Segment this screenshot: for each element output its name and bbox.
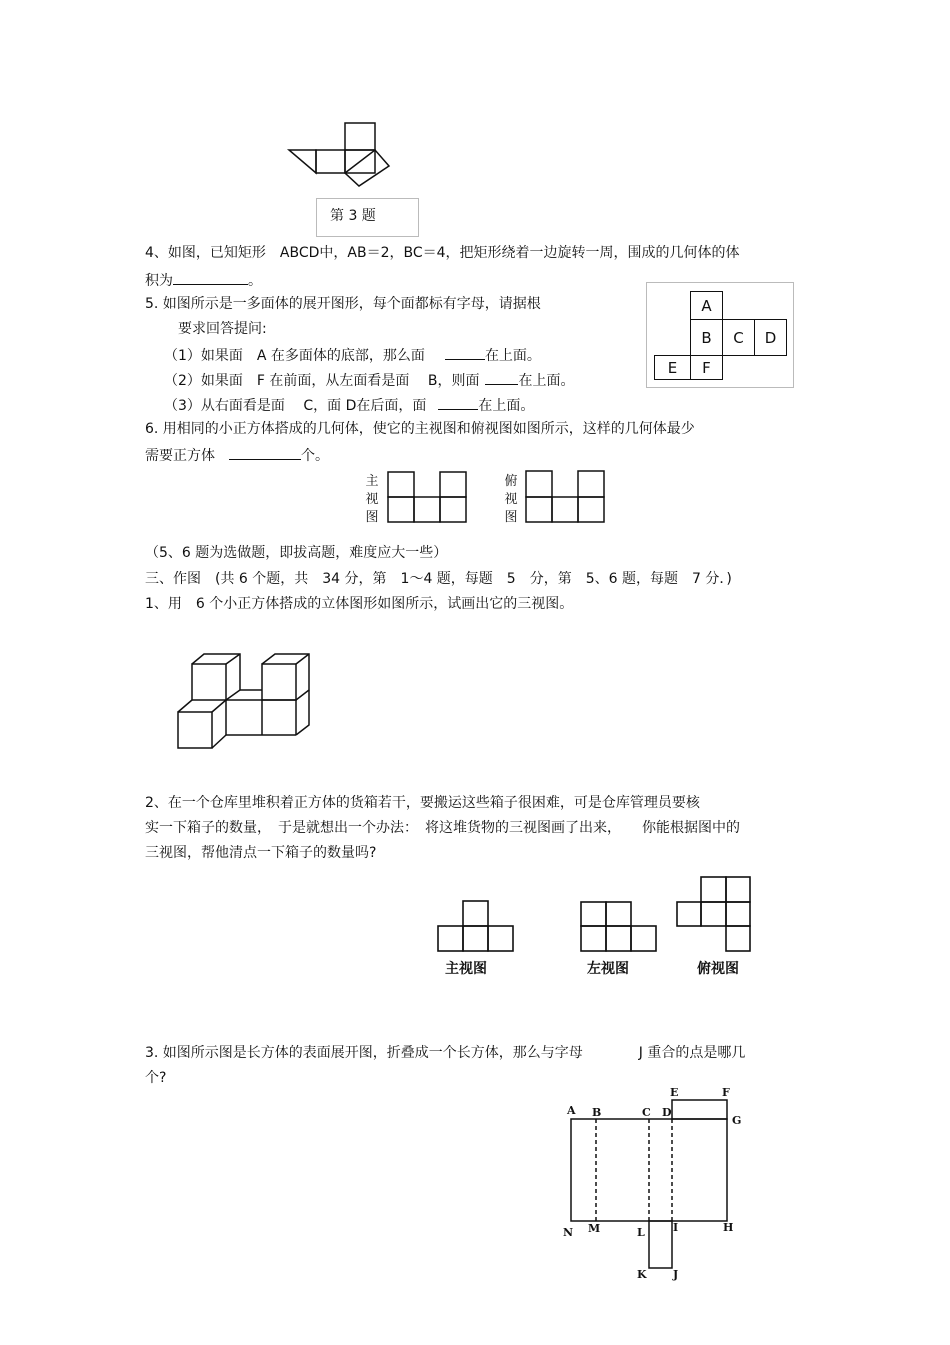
- q6-top-view-label: 俯视图: [504, 474, 518, 525]
- s3-q2-line3: 三视图，帮他清点一下箱子的数量吗?: [145, 845, 377, 861]
- optional-note: （5、6 题为选做题，即拔高题，难度应大一些）: [145, 545, 448, 561]
- fig3-caption: 第 3 题: [330, 208, 376, 224]
- net-face-c: C: [722, 319, 755, 356]
- net-face-f: F: [690, 355, 723, 380]
- q6-line2-start: 需要正方体: [145, 448, 215, 464]
- net-face-a: A: [690, 291, 723, 320]
- q5-part2-end: 在上面。: [518, 373, 575, 389]
- point-l: L: [637, 1226, 645, 1239]
- q5-part1-end: 在上面。: [484, 348, 541, 364]
- q5-intro2: 要求回答提问:: [178, 321, 267, 337]
- point-g: G: [732, 1114, 742, 1127]
- section3-title: 三、作图 (共 6 个题，共 34 分，第 1～4 题，每题 5 分，第 5、6 题，每题 7 分．): [145, 571, 732, 587]
- q5-part3-end: 在上面。: [478, 398, 535, 414]
- point-d: D: [662, 1106, 672, 1119]
- q5-part3-text: （3）从右面看是面 C，面 D在后面，面: [164, 398, 427, 414]
- point-k: K: [637, 1268, 647, 1281]
- point-e: E: [670, 1086, 679, 1099]
- s3-q1: 1、用 6 个小正方体搭成的立体图形如图所示，试画出它的三视图。: [145, 596, 574, 612]
- point-f: F: [722, 1086, 730, 1099]
- point-m: M: [588, 1222, 601, 1235]
- s3-q2-line1: 2、在一个仓库里堆积着正方体的货箱若干，要搬运这些箱子很困难，可是仓库管理员要核: [145, 795, 700, 811]
- point-c: C: [642, 1106, 651, 1119]
- q6-line2-end: 个。: [301, 448, 329, 464]
- q5-intro: 5. 如图所示是一多面体的展开图形，每个面都标有字母，请据根: [145, 296, 541, 312]
- net-face-d: D: [754, 319, 787, 356]
- q4-line2-start: 积为: [145, 273, 173, 289]
- point-b: B: [592, 1106, 602, 1119]
- top-view-label: 俯视图: [697, 961, 739, 977]
- net-face-e: E: [654, 355, 691, 380]
- point-j: J: [673, 1268, 679, 1281]
- q6-front-view-label: 主视图: [365, 474, 379, 525]
- q5-part1-text: （1）如果面 A 在多面体的底部，那么面: [164, 348, 425, 364]
- net-face-b: B: [690, 319, 723, 356]
- point-n: N: [563, 1226, 574, 1239]
- q4-line2-end: 。: [248, 273, 262, 289]
- front-view-label: 主视图: [445, 961, 487, 977]
- q6-line1: 6. 用相同的小正方体搭成的几何体，使它的主视图和俯视图如图所示，这样的几何体最少: [145, 421, 695, 437]
- left-view-label: 左视图: [587, 961, 629, 977]
- point-a: A: [567, 1104, 576, 1117]
- s3-q3-line1: 3. 如图所示图是长方体的表面展开图，折叠成一个长方体，那么与字母 J 重合的点是哪几: [145, 1045, 746, 1061]
- s3-q3-line2: 个?: [145, 1070, 167, 1086]
- q5-part2-text: （2）如果面 F 在前面，从左面看是面 B，则面: [164, 373, 480, 389]
- point-i: I: [673, 1221, 679, 1234]
- q4-line1: 4、如图，已知矩形 ABCD中，AB＝2，BC＝4，把矩形绕着一边旋转一周，围成的几何体的体: [145, 245, 740, 261]
- point-h: H: [723, 1221, 734, 1234]
- s3-q2-line2: 实一下箱子的数量， 于是就想出一个办法： 将这堆货物的三视图画了出来， 你能根据图中的: [145, 820, 740, 836]
